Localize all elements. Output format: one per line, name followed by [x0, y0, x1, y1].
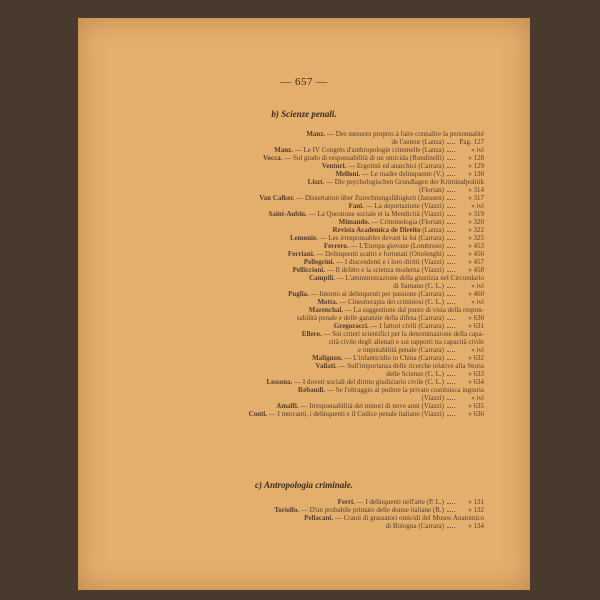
entry-author: Malignon.	[312, 354, 343, 362]
entry-author: Pellacani.	[304, 514, 334, 522]
entry-page-ref: » ivi	[471, 346, 484, 354]
leader-dots	[447, 327, 455, 328]
entry-page-ref: Pag. 127	[459, 138, 484, 146]
leader-dots	[447, 151, 455, 152]
index-entry	[162, 146, 484, 154]
index-entry	[162, 378, 484, 386]
entry-author: Lemonie.	[290, 234, 318, 242]
leader-dots	[447, 175, 455, 176]
entry-author: Ferri.	[337, 498, 355, 506]
index-entry	[162, 170, 484, 178]
entry-author: Marenchal.	[308, 306, 344, 314]
index-entry	[162, 290, 484, 298]
entry-title: — Delinquenti scaltri e fortunati (Ottolenghi)	[316, 250, 444, 258]
entry-title: — Le madre delinquente (V.)	[361, 170, 444, 178]
entry-page-ref: » 457	[468, 258, 484, 266]
entry-author: Pellegrini.	[303, 258, 335, 266]
entry-author: Mimando.	[338, 218, 370, 226]
leader-dots	[447, 167, 455, 168]
leader-dots	[447, 375, 455, 376]
leader-dots	[447, 359, 455, 360]
entry-title-continued: delle Scienze (C. L.)	[386, 370, 444, 378]
entry-page-ref: » 633	[468, 370, 484, 378]
entry-title: — Les irresponsables devant la loi (Carrara)	[319, 234, 444, 242]
book-page	[78, 18, 530, 590]
entry-title: — Dissertation über Zurechnungsfähigkeit (Janssen)	[296, 194, 444, 202]
entry-title: — Ergotisti ed anarchici (Carrara)	[348, 162, 444, 170]
leader-dots	[447, 295, 455, 296]
entry-page-ref: » 630	[468, 314, 484, 322]
leader-dots	[447, 415, 455, 416]
entry-author: Lessona.	[266, 378, 293, 386]
index-entry	[162, 130, 484, 146]
entry-title-continued: (Viazzi)	[421, 394, 444, 402]
entry-title-continued: (Florian)	[419, 186, 444, 194]
index-entry	[162, 218, 484, 226]
entry-author: Amalfi.	[276, 402, 299, 410]
entry-author: Puglia.	[288, 290, 309, 298]
index-entry	[162, 162, 484, 170]
index-entry	[162, 354, 484, 362]
entry-title: — La suggestione dal punto di vista della respon-	[344, 306, 484, 314]
leader-dots	[447, 255, 455, 256]
index-entry	[162, 298, 484, 306]
entry-author: Fani.	[348, 202, 364, 210]
entry-title: — I discendenti e i loro diritti (Viazzi)	[336, 258, 444, 266]
index-entry	[162, 258, 484, 266]
index-entry	[162, 250, 484, 258]
leader-dots	[447, 239, 455, 240]
leader-dots	[447, 527, 455, 528]
leader-dots	[447, 143, 455, 144]
section-title-scienze-penali: b) Scienze penali.	[271, 109, 337, 119]
index-entry	[162, 362, 484, 378]
entry-page-ref: » 132	[468, 506, 484, 514]
entry-page-ref: » 636	[468, 410, 484, 418]
leader-dots	[447, 511, 455, 512]
entry-title: — I delinquenti nell'arte (P. L.)	[356, 498, 444, 506]
entry-title: — Sui criteri scientifici per la determinazione della capa-	[323, 330, 484, 338]
entry-author: Ferriani.	[287, 250, 315, 258]
entry-author: Pelliccioni.	[292, 266, 326, 274]
entry-page-ref: » 458	[468, 266, 484, 274]
entry-title: — Criminologia (Florian)	[371, 218, 444, 226]
section-title-antropologia-criminale: c) Antropologia criminale.	[255, 480, 353, 490]
entry-author: Toriello.	[274, 506, 300, 514]
entry-page-ref: » 134	[468, 522, 484, 530]
entry-page-ref: » 325	[468, 234, 484, 242]
entry-author: Ferrero.	[323, 242, 349, 250]
entry-list-scienze-penali	[162, 130, 484, 418]
index-entry	[162, 178, 484, 194]
entry-title: — Die psychologischen Grundlagen der Kriminalpolitik	[325, 178, 484, 186]
entry-page-ref: » 320	[468, 218, 484, 226]
entry-page-ref: » ivi	[471, 394, 484, 402]
entry-author: Rebaudi.	[298, 386, 326, 394]
entry-author: Revista Academica de Direito	[332, 226, 421, 234]
entry-title-continued: di Sarnano (C. L.)	[393, 282, 444, 290]
leader-dots	[447, 215, 455, 216]
index-entry	[162, 154, 484, 162]
index-entry	[162, 402, 484, 410]
entry-page-ref: » ivi	[471, 202, 484, 210]
entry-page-ref: » 317	[468, 194, 484, 202]
entry-list-antropologia-criminale	[162, 498, 484, 530]
entry-page-ref: » 631	[468, 322, 484, 330]
entry-author: Saint-Aubin.	[268, 210, 307, 218]
entry-author: Vailati.	[315, 362, 337, 370]
leader-dots	[447, 351, 455, 352]
index-entry	[162, 498, 484, 506]
entry-title-continued: sabilità penale e delle garanzie della difesa (Carrara)	[296, 314, 444, 322]
entry-author: Campili.	[309, 274, 335, 282]
leader-dots	[447, 407, 455, 408]
entry-title: (Lanza)	[422, 226, 444, 234]
entry-title: — La deportazione (Viazzi)	[365, 202, 444, 210]
entry-title: — Irresponsabilità dei minori di nove anni (Viazzi)	[300, 402, 444, 410]
entry-author: Gregoracci.	[333, 322, 369, 330]
leader-dots	[447, 159, 455, 160]
entry-title: — I mercanti, i delinquenti e il Codice penale italiano (Viazzi)	[268, 410, 444, 418]
entry-page-ref: » 635	[468, 402, 484, 410]
entry-author: Motta.	[317, 298, 338, 306]
entry-page-ref: » 460	[468, 290, 484, 298]
leader-dots	[447, 231, 455, 232]
entry-title: — Sul grado di responsabilità di un omicida (Rondinelli)	[284, 154, 444, 162]
entry-author: Liszt.	[307, 178, 325, 186]
entry-page-ref: » ivi	[471, 298, 484, 306]
entry-title: — L'Europa giovane (Lombroso)	[350, 242, 444, 250]
entry-page-ref: » 314	[468, 186, 484, 194]
entry-author: Venturi.	[321, 162, 347, 170]
entry-page-ref: » 456	[468, 250, 484, 258]
entry-page-ref: » 634	[468, 378, 484, 386]
entry-title: — Se l'oltraggio al pudore la privato costituisca ingiuria	[326, 386, 484, 394]
leader-dots	[447, 199, 455, 200]
index-entry	[162, 514, 484, 530]
entry-page-ref: » 129	[468, 162, 484, 170]
leader-dots	[447, 383, 455, 384]
entry-title: — Cinesiterapia dei criminosi (C. L.)	[339, 298, 444, 306]
entry-title: — Il delitto e la scienza moderna (Viazzi)	[326, 266, 444, 274]
entry-page-ref: » ivi	[471, 146, 484, 154]
index-entry	[162, 306, 484, 322]
entry-title-continued: cità civile degli alienati e sui rapporti tra capacità civile	[328, 338, 484, 346]
entry-title: — Sull'importanza delle ricerche relative alla Storia	[338, 362, 484, 370]
entry-title-continued: de l'auteur (Lanza)	[391, 138, 444, 146]
index-entry	[162, 234, 484, 242]
entry-title: — I fattori civili (Carrara)	[370, 322, 444, 330]
index-entry	[162, 194, 484, 202]
entry-author: Melloni.	[335, 170, 361, 178]
entry-page-ref: » 319	[468, 210, 484, 218]
entry-title: — Le IV Congrès d'anthropologie criminelle (Lanza)	[294, 146, 444, 154]
page-number: — 657 —	[280, 76, 328, 88]
leader-dots	[447, 271, 455, 272]
entry-author: Vocca.	[263, 154, 283, 162]
entry-title: — L'infanticidio in China (Carrara)	[344, 354, 444, 362]
index-entry	[162, 202, 484, 210]
index-entry	[162, 274, 484, 290]
entry-title: — I doveri sociali del diritto giudiziario civile (C. L.)	[294, 378, 444, 386]
entry-page-ref: » 322	[468, 226, 484, 234]
entry-page-ref: » 453	[468, 242, 484, 250]
entry-title: — La Questione sociale et la Mendicità (Viazzi)	[308, 210, 444, 218]
index-entry	[162, 242, 484, 250]
leader-dots	[447, 399, 455, 400]
leader-dots	[447, 319, 455, 320]
entry-author: Manz.	[274, 146, 293, 154]
entry-title-continued: di Bologna (Carrara)	[385, 522, 444, 530]
index-entry	[162, 322, 484, 330]
entry-title: — L'amministrazione della giustizia nel Circondario	[336, 274, 484, 282]
index-entry	[162, 210, 484, 218]
entry-author: Manz.	[306, 130, 326, 138]
leader-dots	[447, 503, 455, 504]
index-entry	[162, 506, 484, 514]
entry-title: — Intorno ai delinquenti per passione (Carrara)	[310, 290, 444, 298]
index-entry	[162, 330, 484, 354]
entry-page-ref: » 128	[468, 154, 484, 162]
entry-page-ref: » ivi	[471, 282, 484, 290]
entry-title-continued: e imputabilità penale (Carrara)	[357, 346, 444, 354]
entry-page-ref: » 130	[468, 170, 484, 178]
index-entry	[162, 266, 484, 274]
entry-title: — Des mesures propres à faire connaître la personnalité	[326, 130, 484, 138]
entry-page-ref: » 632	[468, 354, 484, 362]
leader-dots	[447, 207, 455, 208]
index-entry	[162, 226, 484, 234]
leader-dots	[447, 247, 455, 248]
entry-title: — Cranii di grassatori omicidi del Museo Anatomico	[334, 514, 484, 522]
entry-page-ref: » 131	[468, 498, 484, 506]
leader-dots	[447, 223, 455, 224]
leader-dots	[447, 287, 455, 288]
leader-dots	[447, 191, 455, 192]
entry-title: — D'un probabile primato delle donne italiane (R.)	[300, 506, 444, 514]
entry-author: Ellero.	[301, 330, 322, 338]
index-entry	[162, 410, 484, 418]
entry-author: Van Calker.	[259, 194, 295, 202]
entry-author: Conti.	[248, 410, 268, 418]
leader-dots	[447, 303, 455, 304]
leader-dots	[447, 263, 455, 264]
index-entry	[162, 386, 484, 402]
